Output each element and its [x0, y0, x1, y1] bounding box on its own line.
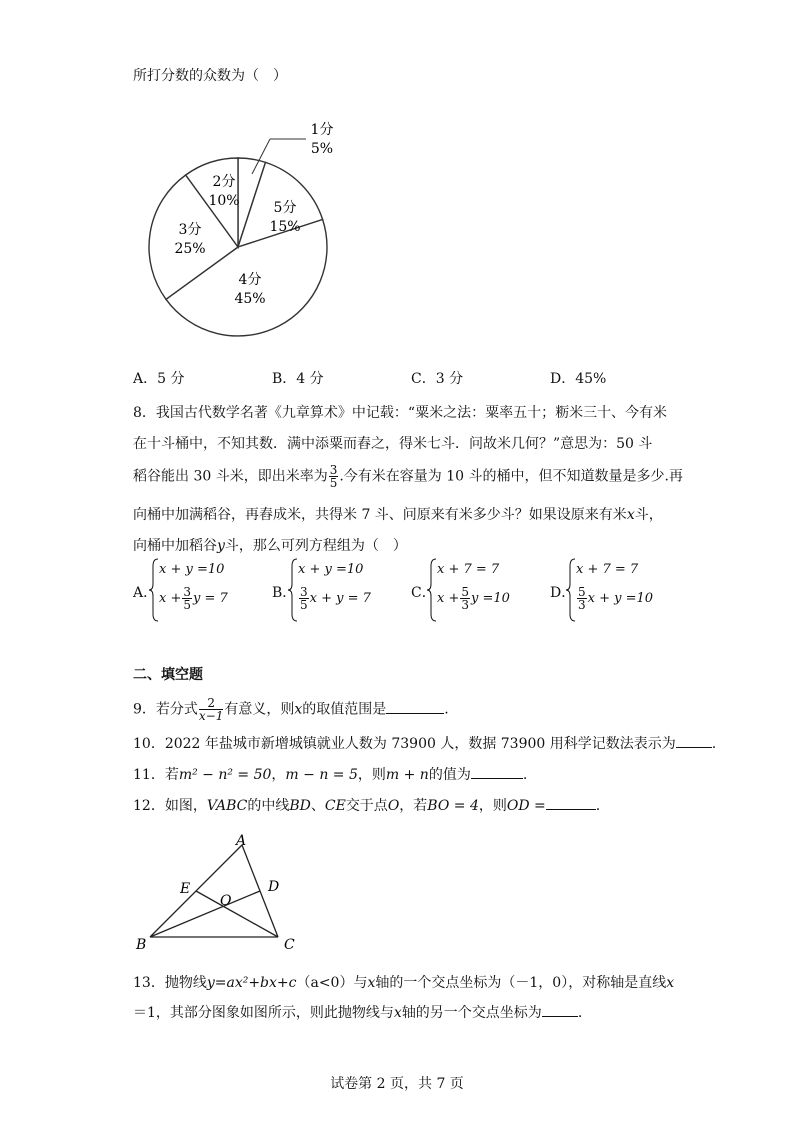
- triangle-figure: [130, 833, 330, 953]
- q8-option-eq-1: x + 7 = 7: [576, 562, 639, 577]
- brace-icon: [288, 558, 298, 622]
- q8-option-eq-1: x + y =10: [159, 562, 225, 577]
- q7-option-d[interactable]: D．45%: [550, 371, 607, 387]
- slice-label-4fen-pct: 45%: [234, 291, 266, 307]
- q8-option-eq-1: x + y =10: [298, 562, 364, 577]
- q8-line-2: 在十斗桶中，不知其数．满中添粟而舂之，得米七斗．问故米几何？”意思为：50 斗: [133, 436, 653, 452]
- slice-label-2fen-pct: 10%: [208, 193, 240, 209]
- q10-line: 10．2022 年盐城市新增城镇就业人数为 73900 人，数据 73900 用科学记数法表示为 .: [133, 736, 717, 752]
- q13-answer-blank[interactable]: [542, 1016, 578, 1017]
- q8-option-eq-2: x + $\frac{5}{3}$ y =10: [437, 585, 510, 612]
- q7-option-c[interactable]: C．3 分: [411, 371, 464, 387]
- q11-answer-blank[interactable]: [471, 778, 523, 779]
- q8-option-fraction: $\frac{5}{3}$: [578, 585, 586, 612]
- q12-line: 12．如图，VABC的中线BD、CE交于点O，若BO = 4，则OD = .: [133, 798, 601, 814]
- q8-line-3-b: .今有米在容量为 10 斗的桶中，但不知道数量是多少.再: [339, 468, 683, 485]
- q10-answer-blank[interactable]: [676, 747, 712, 748]
- q8-option-eq-2: $\frac{3}{5}$ x + y = 7: [300, 585, 371, 612]
- q13-line-2: ＝1，其部分图象如图所示，则此抛物线与x轴的另一个交点坐标为 .: [133, 1005, 583, 1021]
- q9-answer-blank[interactable]: [386, 713, 444, 714]
- q8-line-3: [133, 464, 683, 489]
- q8-option-eq-1: x + 7 = 7: [437, 562, 500, 577]
- slice-label-1fen-pct: 5%: [310, 141, 334, 157]
- q8-option-fraction: $\frac{5}{3}$: [461, 585, 469, 612]
- slice-label-2fen-cat: 2分: [212, 174, 236, 190]
- label-D: D: [268, 879, 280, 895]
- brace-icon: [427, 558, 437, 622]
- q13-line-1: 13．抛物线y=ax²+bx+c（a<0）与x轴的一个交点坐标为（－1，0），对称轴是直线x: [133, 975, 675, 991]
- slice-label-3fen-cat: 3分: [178, 222, 202, 238]
- q8-option-fraction: $\frac{3}{5}$: [300, 585, 308, 612]
- section-fill-in-title: 二、填空题: [133, 667, 203, 683]
- q7-option-a[interactable]: A．5 分: [133, 371, 185, 387]
- q7-tail-text: 所打分数的众数为（ ）: [133, 68, 287, 84]
- q8-option-label: B．: [272, 585, 297, 601]
- q8-option-eq-2: $\frac{5}{3}$ x + y =10: [578, 585, 654, 612]
- q9-fraction: $\frac{2}{x-1}$: [198, 696, 224, 723]
- slice-label-1fen-cat: 1分: [310, 122, 334, 138]
- q8-rate-fraction: $\frac{3}{5}$: [329, 463, 338, 490]
- q8-line-4: 向桶中加满稻谷，再舂成米，共得米 7 斗、问原来有米多少斗？如果设原来有米x斗，: [133, 507, 663, 523]
- label-O: O: [220, 893, 232, 909]
- slice-label-5fen-pct: 15%: [269, 219, 301, 235]
- label-E: E: [180, 881, 191, 897]
- q8-line-1: 8．我国古代数学名著《九章算术》中记载：“粟米之法：粟率五十；粝米三十、今有米: [133, 405, 668, 421]
- q8-line-3-a: 稻谷能出 30 斗米，即出米率为: [133, 468, 328, 485]
- slice-label-5fen-cat: 5分: [273, 200, 297, 216]
- q8-option-eq-2: x + $\frac{3}{5}$ y = 7: [159, 585, 228, 612]
- q8-option-label: D．: [550, 585, 576, 601]
- label-C: C: [284, 937, 295, 953]
- q8-option-fraction: $\frac{3}{5}$: [183, 585, 191, 612]
- q7-option-b[interactable]: B．4 分: [272, 371, 324, 387]
- page-footer: 试卷第 2 页，共 7 页: [330, 1076, 464, 1092]
- q9-line: 9．若分式 $\frac{2}{x-1}$ 有意义，则x的取值范围是 .: [133, 696, 449, 723]
- slice-label-4fen-cat: 4分: [238, 272, 262, 288]
- q8-option-label: C．: [411, 585, 436, 601]
- q12-answer-blank[interactable]: [546, 809, 596, 810]
- label-A: A: [236, 833, 247, 849]
- brace-icon: [566, 558, 576, 622]
- q8-line-5: 向桶中加稻谷y斗，那么可列方程组为（ ）: [133, 538, 407, 554]
- slice-label-3fen-pct: 25%: [174, 241, 206, 257]
- q8-option-label: A．: [133, 585, 158, 601]
- q11-line: 11．若m² − n² = 50，m − n = 5，则m + n的值为 .: [133, 767, 528, 783]
- brace-icon: [149, 558, 159, 622]
- label-B: B: [136, 937, 147, 953]
